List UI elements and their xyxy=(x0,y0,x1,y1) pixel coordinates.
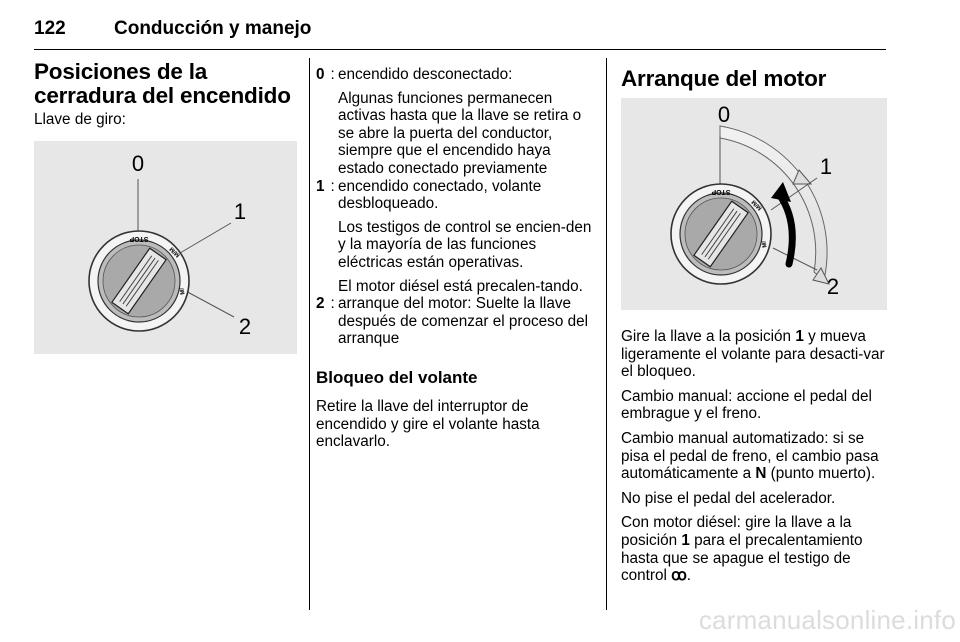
position-item-1: 1 : encendido conectado, volante desbloqueado. Los testigos de control se encien‐den y la mayoría de las funciones eléctricas están operativas. El motor diésel está precalen‐tando. xyxy=(316,177,592,295)
leader-line-2 xyxy=(773,248,817,270)
marking-stop: STOP xyxy=(129,234,149,242)
marking-m: M/ xyxy=(179,286,187,295)
instruction-paragraph: Con motor diésel: gire la llave a la posición 1 para el precalentamiento hasta que se apague el testigo de control ꝏ. xyxy=(621,514,863,585)
column-engine-start xyxy=(621,66,889,585)
running-title: Conducción y manejo xyxy=(114,18,312,39)
turning-arrow xyxy=(779,194,792,264)
position-key: 0 xyxy=(316,66,325,83)
position-text: encendido desconectado: xyxy=(338,66,513,83)
position-text: encendido conectado, volante desbloqueado. xyxy=(338,177,542,213)
section-title: Arranque del motor xyxy=(621,66,827,91)
position-text: Los testigos de control se encien‐den y la mayoría de las funciones eléctricas están operativas. xyxy=(338,218,592,271)
column-ignition-positions xyxy=(34,60,300,354)
position-item-2: 2 : arranque del motor: Suelte la llave después de comenzar el proceso del arranque xyxy=(316,295,592,348)
ignition-key-figure xyxy=(34,141,297,354)
marking-mm: M/M xyxy=(751,198,764,211)
position-label-2: 2 xyxy=(238,313,252,339)
page-header xyxy=(34,16,886,50)
marking-mm: M/M xyxy=(169,245,182,258)
ignition-cylinder xyxy=(671,184,771,284)
position-text: Algunas funciones permanecen activas hasta que la llave se retira o se abre la puerta del conductor, siempre que el encendido haya estado conectado previamente xyxy=(338,89,582,177)
instruction-paragraph: Gire la llave a la posición 1 y mueva ligeramente el volante para desacti‐var el bloqueo. xyxy=(621,328,885,381)
column-position-descriptions xyxy=(316,66,592,451)
column-divider xyxy=(309,58,310,610)
instruction-paragraph: Cambio manual automatizado: si se pisa el pedal de freno, el cambio pasa automáticamente a N (punto muerto). xyxy=(621,429,879,483)
page-number: 122 xyxy=(34,18,66,39)
position-key: 1 xyxy=(316,177,325,195)
subsection-title: Bloqueo del volante xyxy=(316,367,478,387)
section-title: Posiciones de la cerradura del encendido xyxy=(34,59,291,108)
position-text: arranque del motor: Suelte la llave después de comenzar el proceso del arranque xyxy=(338,295,589,348)
position-label-1: 1 xyxy=(819,154,833,179)
leader-line-1 xyxy=(180,223,231,253)
engine-start-figure xyxy=(621,98,887,310)
turning-arrowhead xyxy=(771,182,791,202)
leader-line-2 xyxy=(182,289,234,317)
position-label-2: 2 xyxy=(826,274,840,299)
watermark: carmanualsonline.info xyxy=(698,605,956,635)
position-key: 2 xyxy=(316,295,325,313)
instruction-paragraph: Cambio manual: accione el pedal del embrague y el freno. xyxy=(621,387,872,423)
marking-stop: STOP xyxy=(711,188,731,195)
ignition-cylinder xyxy=(89,231,189,331)
position-text: El motor diésel está precalen‐tando. xyxy=(338,277,583,295)
subsection-text: Retire la llave del interruptor de encendido y gire el volante hasta enclavarlo. xyxy=(316,397,540,451)
instruction-paragraph: No pise el pedal del acelerador. xyxy=(621,489,836,507)
column-divider xyxy=(606,58,607,610)
marking-m: M/ xyxy=(761,240,769,248)
position-label-1: 1 xyxy=(233,198,247,224)
position-label-0: 0 xyxy=(717,102,731,127)
position-label-0: 0 xyxy=(131,150,145,176)
intro-text: Llave de giro: xyxy=(34,111,126,128)
glow-plug-icon: ꝏ xyxy=(671,567,687,585)
position-item-0: 0 : encendido desconectado: Algunas funciones permanecen activas hasta que la llave se retira o se abre la puerta del conductor, siempre que el encendido haya estado conectado previamente xyxy=(316,66,592,178)
